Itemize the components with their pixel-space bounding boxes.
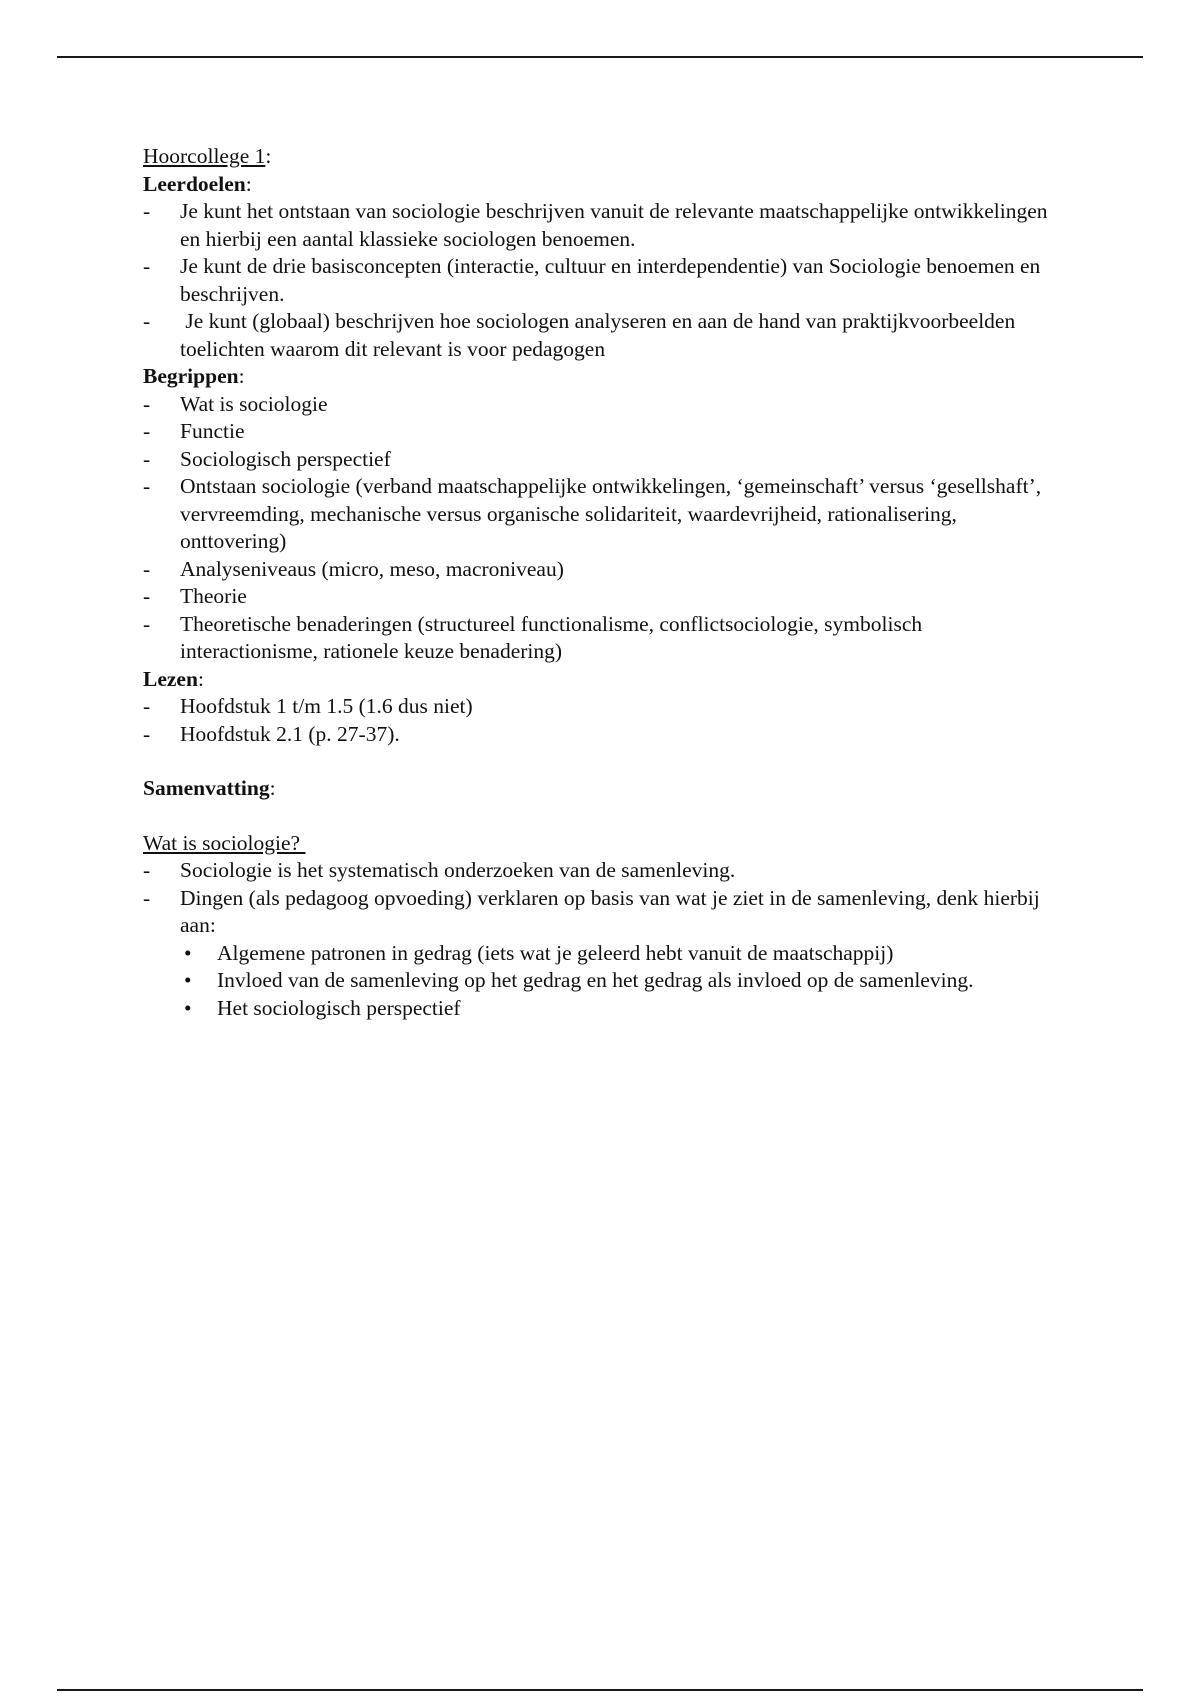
leerdoelen-colon: :: [245, 171, 252, 196]
list-item: - Hoofdstuk 1 t/m 1.5 (1.6 dus niet): [143, 693, 1063, 721]
list-item: - Wat is sociologie: [143, 391, 1063, 419]
bullet-item: • Algemene patronen in gedrag (iets wat je geleerd hebt vanuit de maatschappij): [180, 940, 1063, 968]
bullet-item: • Het sociologisch perspectief: [180, 995, 1063, 1023]
list-item: - Ontstaan sociologie (verband maatschappelijke ontwikkelingen, ‘gemeinschaft’ versus ‘gesellshaft’, vervreemding, mechanische versus organische solidariteit, waardevrijheid, rationalisering, onttovering): [143, 473, 1063, 556]
lecture-title: Hoorcollege 1: [143, 144, 266, 168]
list-item: - Sociologisch perspectief: [143, 446, 1063, 474]
samenvatting-heading: Samenvatting: [143, 776, 270, 800]
header-rule: [57, 56, 1143, 58]
leerdoelen-heading: Leerdoelen: [143, 171, 246, 196]
list-item: - Theoretische benaderingen (structureel functionalisme, conflictsociologie, symbolisch interactionisme, rationele keuze benadering): [143, 611, 1063, 666]
samenvatting-heading-line: [143, 775, 1063, 803]
list-item: - Je kunt het ontstaan van sociologie beschrijven vanuit de relevante maatschappelijke ontwikkelingen en hierbij een aantal klassieke sociologen benoemen.: [143, 198, 1063, 253]
list-item: - Dingen (als pedagoog opvoeding) verklaren op basis van wat je ziet in de samenleving, denk hierbij aan:: [143, 885, 1063, 940]
footer-rule: [57, 1689, 1143, 1691]
wat-is-bullets: [143, 940, 1063, 1023]
wat-is-heading: Wat is sociologie?: [143, 830, 306, 855]
begrippen-heading-line: [143, 363, 1063, 391]
wat-is-heading-line: [143, 830, 1063, 858]
bullet-item: • Invloed van de samenleving op het gedrag en het gedrag als invloed op de samenleving.: [180, 967, 1063, 995]
list-item: - Hoofdstuk 2.1 (p. 27-37).: [143, 721, 1063, 749]
begrippen-heading: Begrippen: [143, 364, 239, 388]
lezen-heading-line: [143, 666, 1063, 694]
spacer: [143, 748, 1063, 775]
list-item: - Analyseniveaus (micro, meso, macroniveau): [143, 556, 1063, 584]
lezen-list: [143, 693, 1063, 748]
leerdoelen-list: [143, 198, 1063, 363]
lecture-title-colon: :: [265, 144, 272, 168]
lezen-colon: :: [197, 666, 204, 691]
lezen-heading: Lezen: [143, 666, 198, 691]
samenvatting-colon: :: [269, 776, 276, 800]
spacer: [143, 803, 1063, 830]
wat-is-list: [143, 857, 1063, 940]
list-item: - Functie: [143, 418, 1063, 446]
list-item: - Je kunt (globaal) beschrijven hoe sociologen analyseren en aan de hand van praktijkvoorbeelden toelichten waarom dit relevant is voor pedagogen: [143, 308, 1063, 363]
begrippen-colon: :: [238, 364, 245, 388]
list-item: - Theorie: [143, 583, 1063, 611]
document-body: [143, 143, 1063, 1022]
leerdoelen-heading-line: [143, 171, 1063, 199]
list-item: - Sociologie is het systematisch onderzoeken van de samenleving.: [143, 857, 1063, 885]
list-item: - Je kunt de drie basisconcepten (interactie, cultuur en interdependentie) van Sociologie benoemen en beschrijven.: [143, 253, 1063, 308]
begrippen-list: [143, 391, 1063, 666]
lecture-title-line: [143, 143, 1063, 171]
